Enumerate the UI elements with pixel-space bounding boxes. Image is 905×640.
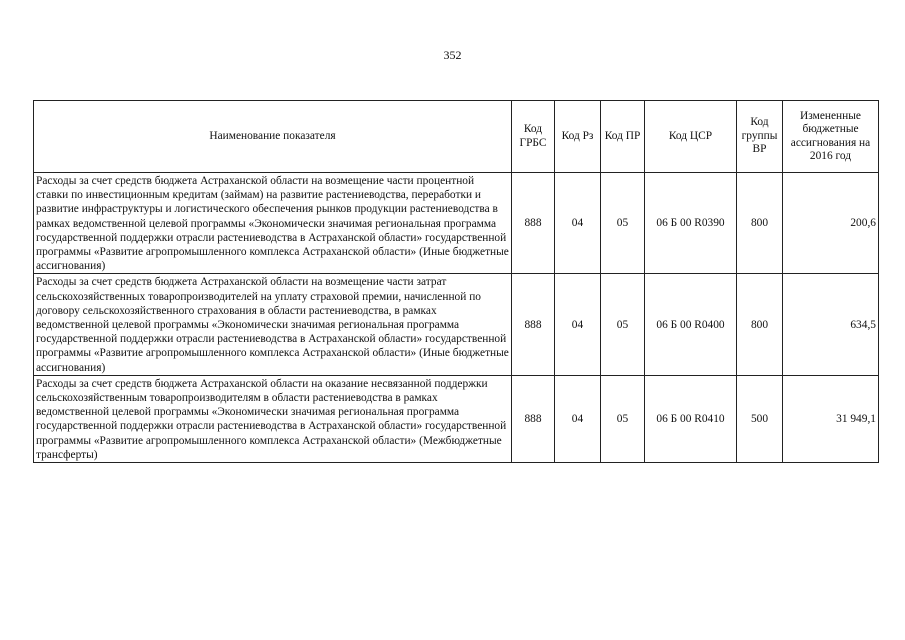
row-pr-cell: 05 — [601, 375, 645, 462]
row-csr-cell: 06 Б 00 R0390 — [645, 173, 737, 274]
header-name: Наименование показателя — [34, 101, 512, 173]
table-row — [34, 274, 879, 375]
header-rz: Код Рз — [555, 101, 601, 173]
row-csr-cell: 06 Б 00 R0410 — [645, 375, 737, 462]
budget-table — [33, 100, 879, 463]
row-vr-cell: 500 — [737, 375, 783, 462]
row-csr-cell: 06 Б 00 R0400 — [645, 274, 737, 375]
row-amount-cell: 200,6 — [783, 173, 879, 274]
header-vr: Код группы ВР — [737, 101, 783, 173]
table-header-row — [34, 101, 879, 173]
row-name-cell: Расходы за счет средств бюджета Астраханской области на возмещение части затрат сельскохозяйственных товаропроизводителей на уплату страховой премии, начисленной по договору сельскохозяйственного страхования в области растениеводства, в рамках ведомственной целевой программы «Экономически значимая региональная программа государственной поддержки отрасли растениеводства в Астраханской области» государственной программы «Развитие агропромышленного комплекса Астраханской области» (Иные бюджетные ассигнования) — [34, 274, 512, 375]
row-rz-cell: 04 — [555, 375, 601, 462]
row-vr-cell: 800 — [737, 274, 783, 375]
row-grbs-cell: 888 — [512, 173, 555, 274]
row-name-cell: Расходы за счет средств бюджета Астраханской области на возмещение части процентной ставки по инвестиционным кредитам (займам) на развитие растениеводства, переработки и развитие инфраструктуры и логистического обеспечения рынков продукции растениеводства в рамках ведомственной целевой программы «Экономически значимая региональная программа государственной поддержки отрасли растениеводства в Астраханской области» государственной программы «Развитие агропромышленного комплекса Астраханской области» (Иные бюджетные ассигнования) — [34, 173, 512, 274]
row-pr-cell: 05 — [601, 173, 645, 274]
row-grbs-cell: 888 — [512, 375, 555, 462]
row-pr-cell: 05 — [601, 274, 645, 375]
header-csr: Код ЦСР — [645, 101, 737, 173]
row-rz-cell: 04 — [555, 274, 601, 375]
page-number: 352 — [443, 48, 462, 62]
row-name-cell: Расходы за счет средств бюджета Астраханской области на оказание несвязанной поддержки сельскохозяйственным товаропроизводителям в области растениеводства в рамках ведомственной целевой программы «Экономически значимая региональная программа государственной поддержки отрасли растениеводства в Астраханской области» государственной программы «Развитие агропромышленного комплекса Астраханской области» (Межбюджетные трансферты) — [34, 375, 512, 462]
header-grbs: Код ГРБС — [512, 101, 555, 173]
table-row — [34, 375, 879, 462]
header-amount: Измененные бюджетные ассигнования на 2016 год — [783, 101, 879, 173]
header-pr: Код ПР — [601, 101, 645, 173]
row-grbs-cell: 888 — [512, 274, 555, 375]
row-rz-cell: 04 — [555, 173, 601, 274]
row-vr-cell: 800 — [737, 173, 783, 274]
row-amount-cell: 634,5 — [783, 274, 879, 375]
row-amount-cell: 31 949,1 — [783, 375, 879, 462]
table-row — [34, 173, 879, 274]
